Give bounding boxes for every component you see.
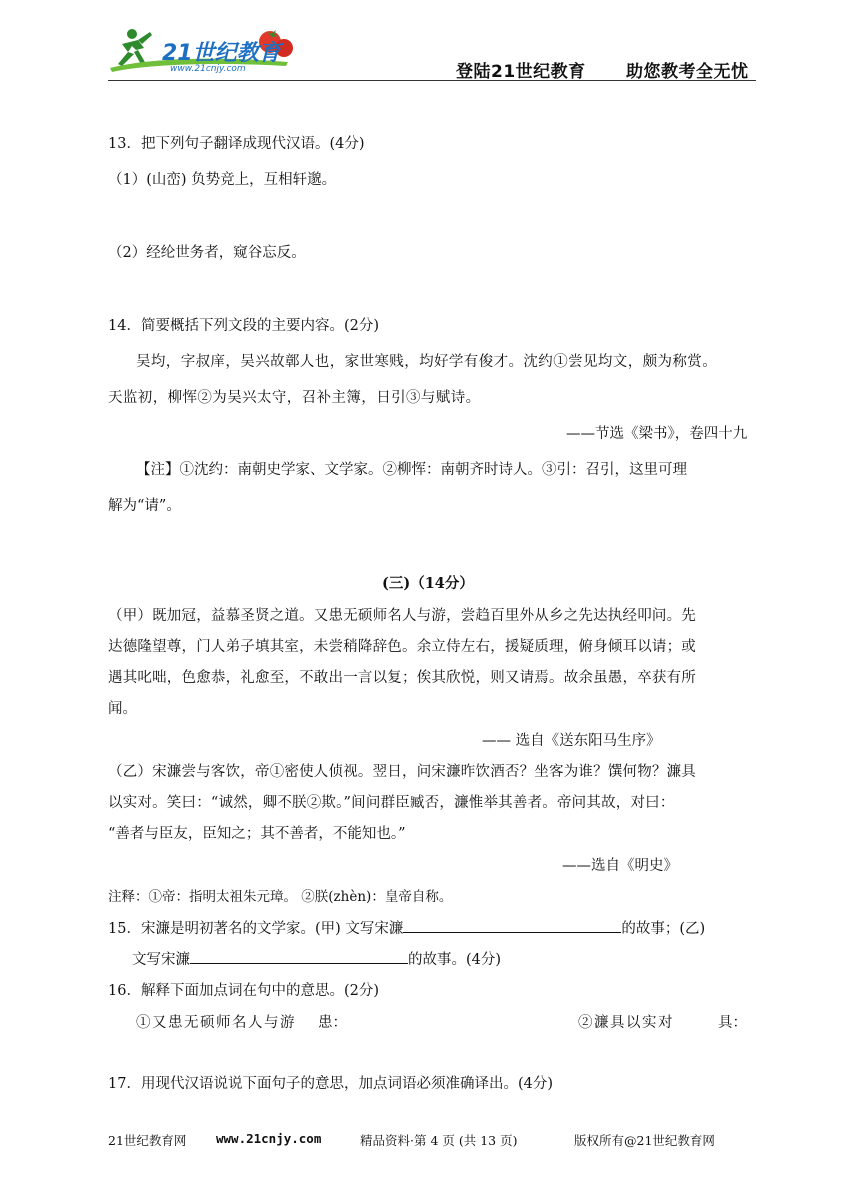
q14-passage-line-2: 天监初，柳恽②为吴兴太守，召补主簿，日引③与赋诗。: [108, 390, 481, 406]
header-left-text: 登陆21世纪教育: [456, 62, 586, 82]
passage-jia-line-1: （甲）既加冠，益慕圣贤之道。又患无硕师名人与游，尝趋百里外从乡之先达执经叩问。先: [108, 608, 696, 624]
passage-yi-source: ——选自《明史》: [562, 858, 678, 874]
q14-note-line-1: 【注】①沈约：南朝史学家、文学家。②柳恽：南朝齐时诗人。③引：召引，这里可理: [136, 462, 687, 478]
q15-line-1: [108, 918, 705, 939]
q16-title: 16．解释下面加点词在句中的意思。(2分): [108, 983, 379, 999]
passage-jia-source: —— 选自《送东阳马生序》: [482, 733, 661, 749]
section-3-note: 注释：①帝：指明太祖朱元璋。 ②朕(zhèn)：皇帝自称。: [108, 889, 453, 905]
q13-sentence-1: （1）(山峦) 负势竞上，互相轩邈。: [108, 172, 337, 188]
q15-text-3: 文写宋濂: [132, 952, 190, 968]
footer-page-info: 精品资料·第 4 页 (共 13 页): [360, 1133, 518, 1148]
q15-text-2: 的故事；(乙): [621, 921, 706, 937]
header-right-text: 助您教考全无忧: [626, 62, 749, 82]
q16-item-1-label: 患：: [318, 1015, 347, 1031]
q14-source: ——节选《梁书》，卷四十九: [566, 426, 748, 442]
q17-title: 17．用现代汉语说说下面句子的意思，加点词语必须准确译出。(4分): [108, 1076, 553, 1092]
logo: [108, 22, 308, 78]
logo-text: 21世纪教育: [162, 41, 281, 66]
footer-url[interactable]: www.21cnjy.com: [216, 1131, 322, 1146]
passage-jia-line-2: 达德隆望尊，门人弟子填其室，未尝稍降辞色。余立侍左右，援疑质理，俯身倾耳以请；或: [108, 639, 696, 655]
header-divider: [108, 80, 756, 81]
passage-yi-line-2: 以实对。笑曰：“诚然，卿不朕②欺。”间问群臣臧否，濂惟举其善者。帝问其故，对曰：: [108, 795, 675, 811]
passage-yi-line-1: （乙）宋濂尝与客饮，帝①密使人侦视。翌日，问宋濂昨饮酒否？坐客为谁？馔何物？濂具: [108, 764, 696, 780]
footer-copyright: 版权所有@21世纪教育网: [574, 1133, 715, 1148]
section-3-heading: (三)（14分）: [382, 575, 474, 592]
passage-jia-line-4: 闻。: [108, 701, 137, 717]
q15-text-1: 15．宋濂是明初著名的文学家。(甲) 文写宋濂: [108, 921, 404, 937]
logo-url: www.21cnjy.com: [170, 64, 246, 74]
passage-yi-line-3: “善者与臣友，臣知之；其不善者，不能知也。”: [108, 826, 406, 842]
passage-jia-line-3: 遇其叱咄，色愈恭，礼愈至，不敢出一言以复；俟其欣悦，则又请焉。故余虽愚，卒获有所: [108, 670, 696, 686]
q15-answer-blank-1[interactable]: [403, 918, 621, 933]
runner-icon: [118, 29, 152, 66]
q15-answer-blank-2[interactable]: [190, 949, 408, 964]
q14-note-line-2: 解为“请”。: [108, 498, 181, 514]
q13-sentence-2: （2）经纶世务者，窥谷忘反。: [108, 245, 306, 261]
q13-title: 13．把下列句子翻译成现代汉语。(4分): [108, 136, 365, 152]
q15-text-4: 的故事。(4分): [408, 952, 502, 968]
q16-item-2: ②濂具以实对: [578, 1015, 674, 1031]
footer-site: 21世纪教育网: [108, 1133, 187, 1148]
q16-item-2-label: 具：: [718, 1015, 747, 1031]
q16-item-1: ①又患无硕师名人与游: [136, 1015, 296, 1031]
q14-passage-line-1: 吴均，字叔庠，吴兴故鄣人也，家世寒贱，均好学有俊才。沈约①尝见均文，颇为称赏。: [136, 354, 718, 370]
q15-line-2: [132, 949, 501, 970]
q14-title: 14．简要概括下列文段的主要内容。(2分): [108, 318, 379, 334]
